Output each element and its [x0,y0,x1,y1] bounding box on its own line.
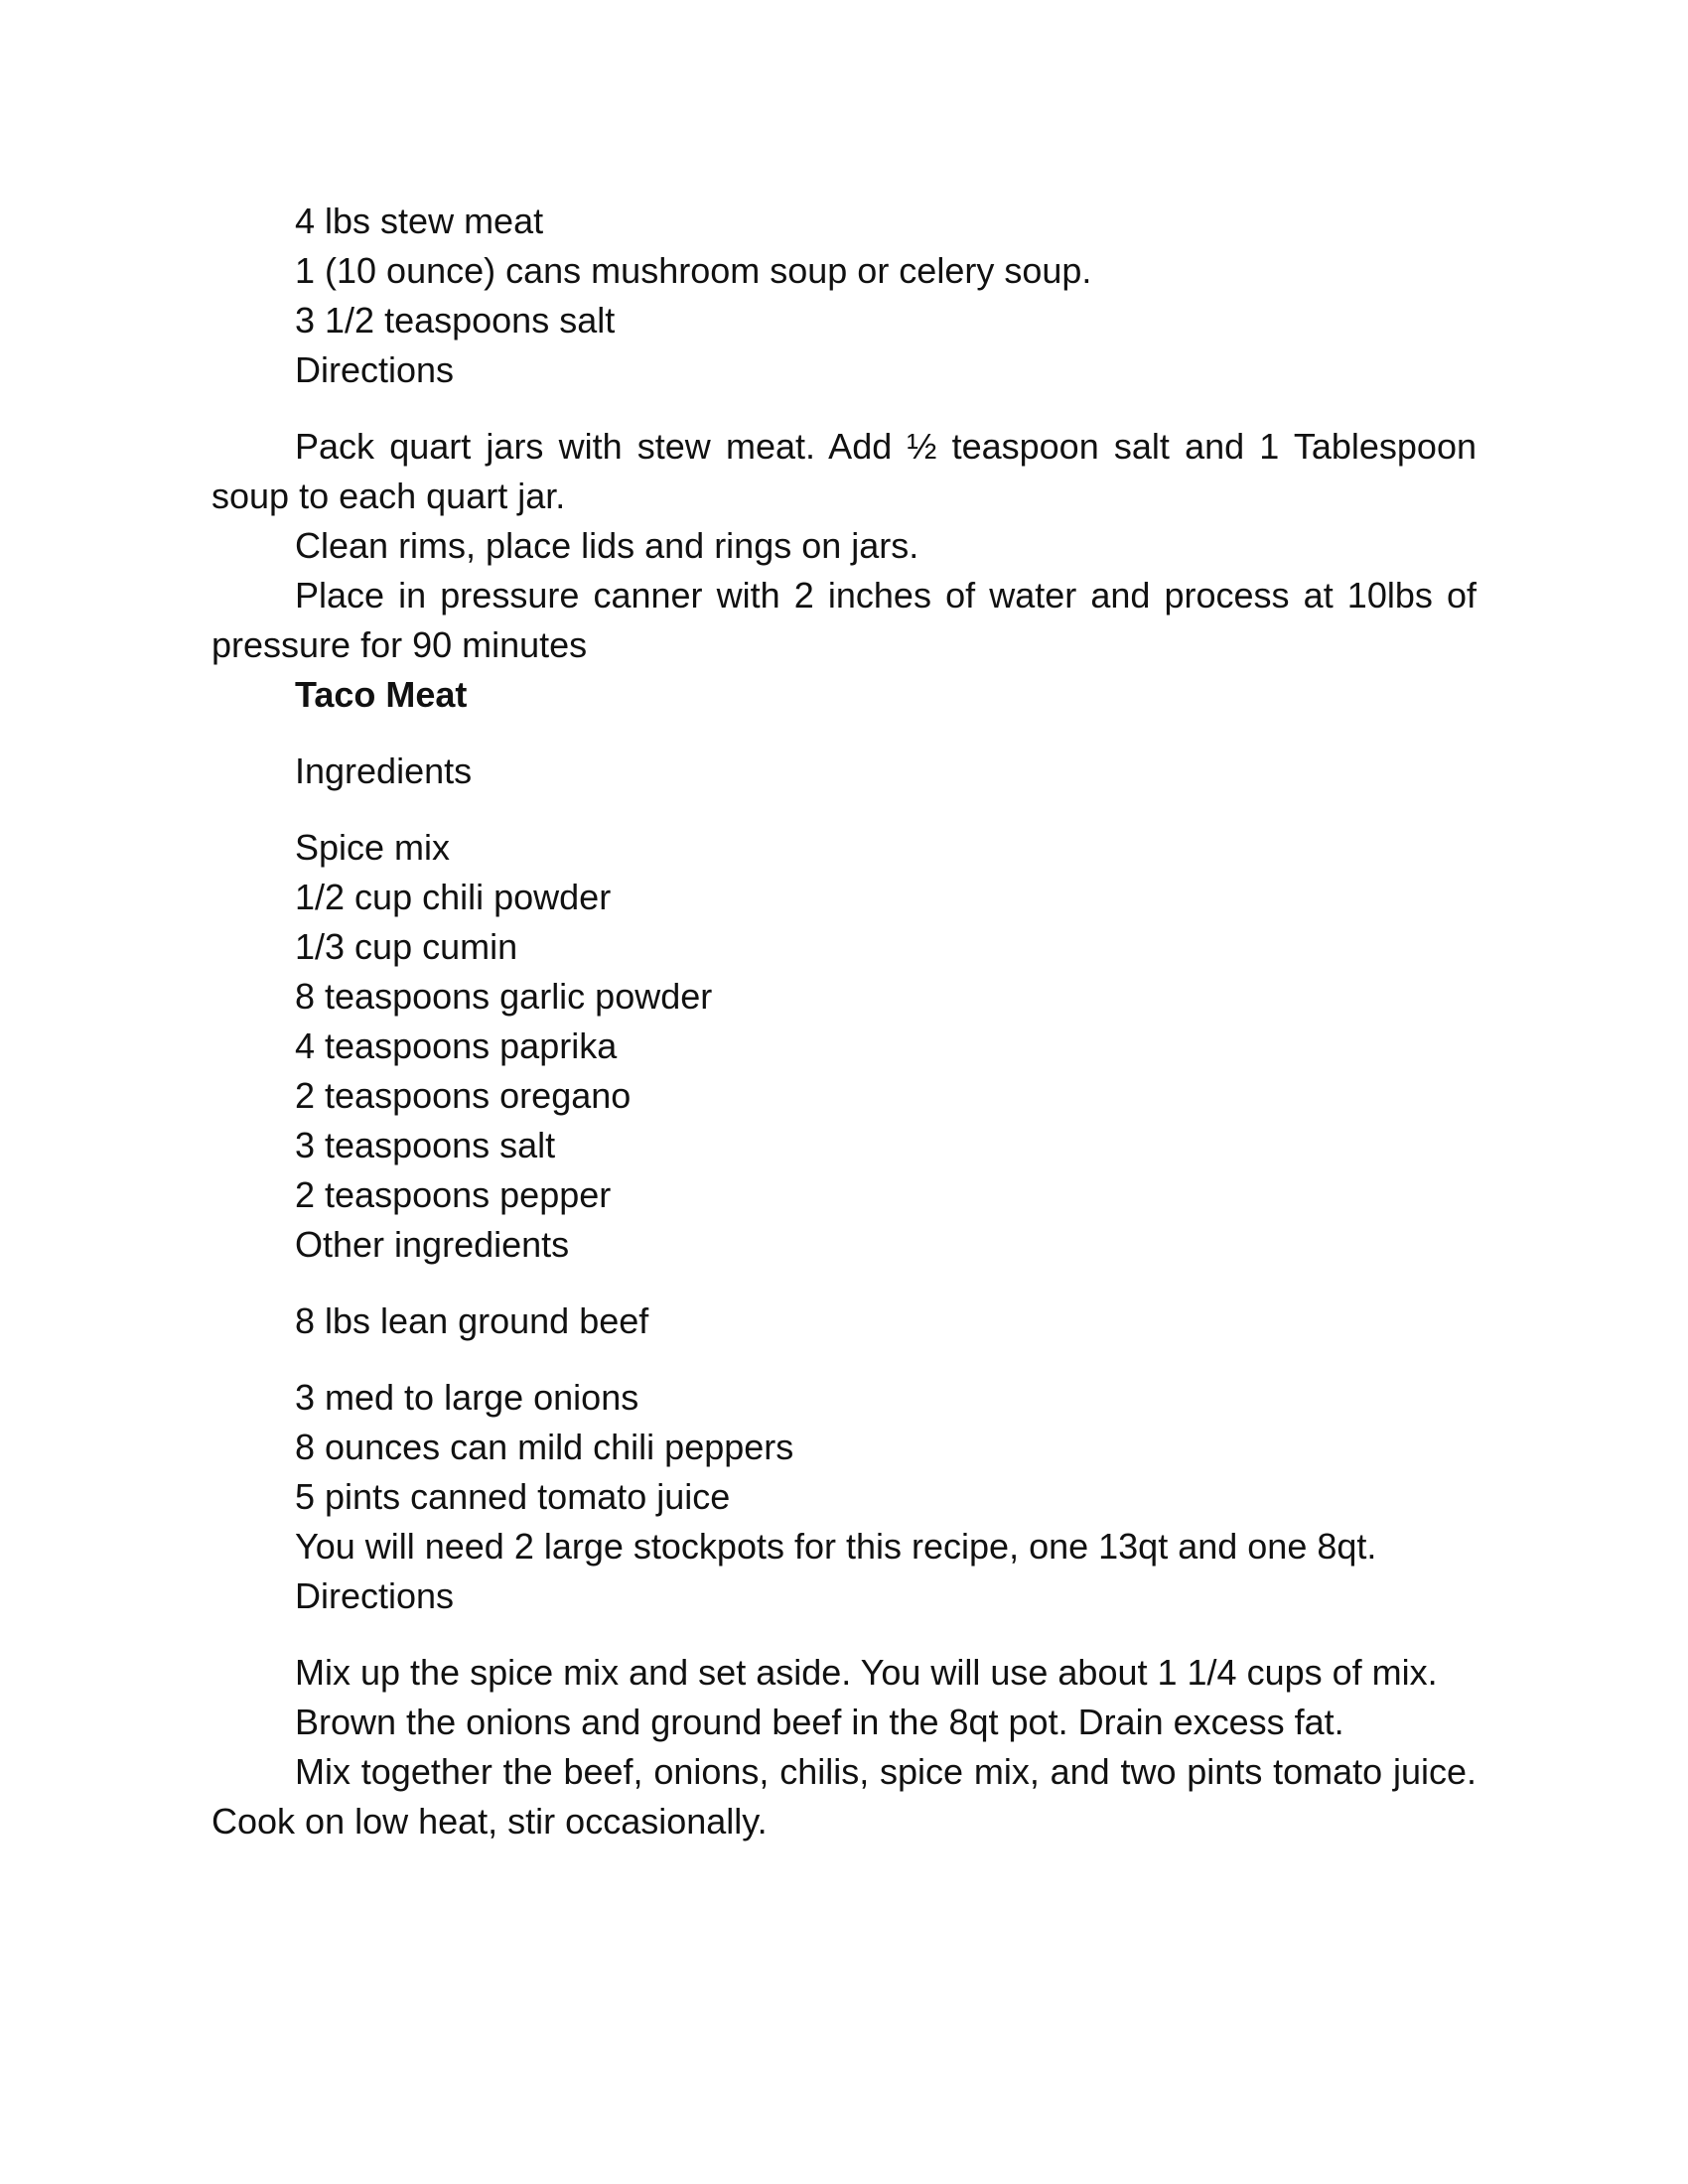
ingredient-line: 1/2 cup chili powder [295,877,612,917]
ingredient-line: 2 teaspoons pepper [295,1174,612,1215]
ingredient-line: 4 lbs stew meat [295,201,544,241]
direction-paragraph: Clean rims, place lids and rings on jars. [295,525,919,566]
direction-paragraph: Place in pressure canner with 2 inches of water and process at 10lbs of pressure for 90 minutes [211,575,1477,665]
direction-paragraph: Brown the onions and ground beef in the 8qt pot. Drain excess fat. [295,1702,1344,1742]
ingredients-label: Ingredients [295,751,473,791]
ingredient-line: 2 teaspoons oregano [295,1075,632,1116]
ingredient-line: 8 ounces can mild chili peppers [295,1427,794,1467]
directions-label: Directions [295,1575,455,1616]
ingredient-line: 1 (10 ounce) cans mushroom soup or celery soup. [295,250,1092,291]
ingredient-line: 3 med to large onions [295,1377,639,1418]
direction-paragraph: Mix together the beef, onions, chilis, spice mix, and two pints tomato juice. Cook on low heat, stir occasionally. [211,1751,1477,1842]
equipment-note: You will need 2 large stockpots for this recipe, one 13qt and one 8qt. [295,1526,1377,1567]
spice-mix-label: Spice mix [295,827,451,868]
ingredient-line: 3 1/2 teaspoons salt [295,300,616,341]
ingredient-line: 5 pints canned tomato juice [295,1476,731,1517]
document-page [211,197,1477,1846]
ingredient-line: 4 teaspoons paprika [295,1025,618,1066]
stew-meat-recipe [211,197,1477,670]
direction-paragraph: Mix up the spice mix and set aside. You will use about 1 1/4 cups of mix. [295,1652,1438,1693]
ingredient-line: 3 teaspoons salt [295,1125,556,1165]
ingredient-line: 8 teaspoons garlic powder [295,976,713,1017]
other-ingredients-label: Other ingredients [295,1224,570,1265]
ingredient-line: 8 lbs lean ground beef [295,1300,649,1341]
ingredient-line: 1/3 cup cumin [295,926,518,967]
direction-paragraph: Pack quart jars with stew meat. Add ½ teaspoon salt and 1 Tablespoon soup to each quart jar. [211,426,1477,516]
recipe-title: Taco Meat [295,674,468,715]
directions-label: Directions [295,349,455,390]
taco-meat-recipe [211,670,1477,1846]
